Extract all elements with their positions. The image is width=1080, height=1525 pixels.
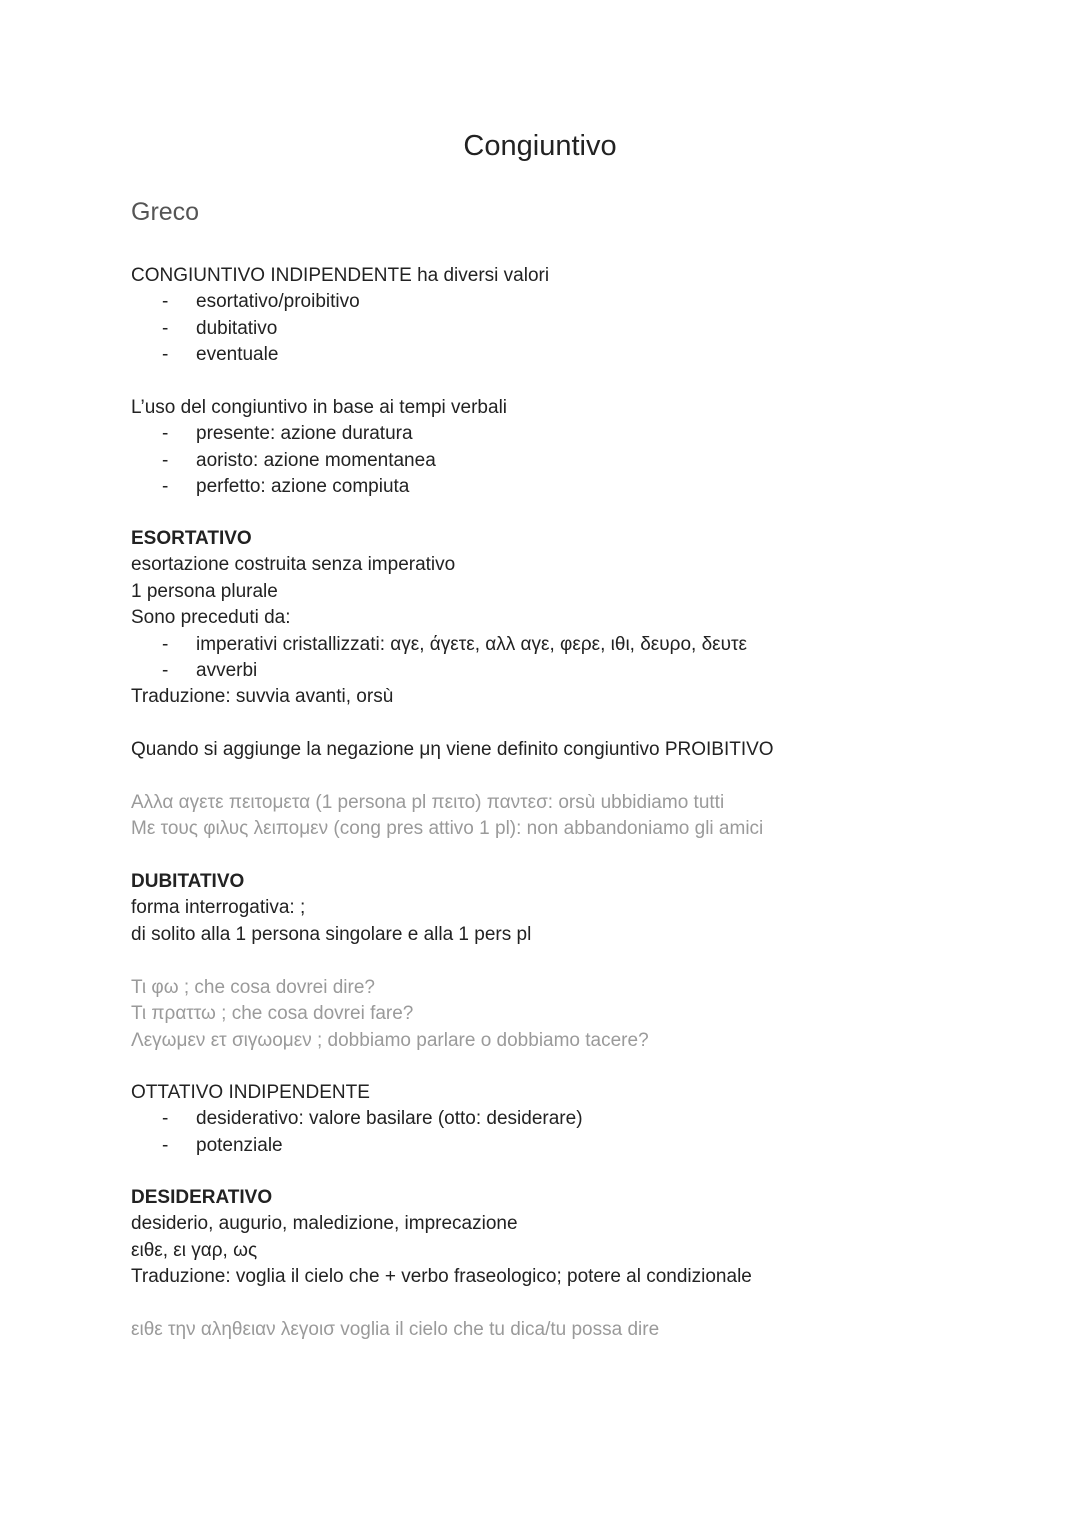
list-item: - eventuale — [162, 344, 279, 366]
list-item: - presente: azione duratura — [162, 423, 413, 445]
proibitivo-block — [131, 737, 991, 763]
list-item: - desiderativo: valore basilare (otto: desiderare) — [162, 1108, 583, 1130]
esempi-dubitativo-block — [131, 975, 991, 1054]
tempi-block — [131, 395, 991, 501]
desiderativo-heading: DESIDERATIVO — [131, 1187, 273, 1208]
example-line: Με τους φιλυς λειπομεν (cong pres attivo 1 pl): non abbandoniamo gli amici — [131, 818, 764, 840]
list-item: - avverbi — [162, 659, 258, 681]
esempio-desiderativo-block — [131, 1317, 991, 1343]
indipendente-heading: CONGIUNTIVO INDIPENDENTE ha diversi valori — [131, 265, 550, 286]
esortativo-heading: ESORTATIVO — [131, 528, 252, 549]
dubitativo-block — [131, 869, 991, 948]
list-item: - perfetto: azione compiuta — [162, 476, 410, 498]
list-item: - dubitativo — [162, 317, 278, 339]
desiderativo-block — [131, 1185, 991, 1291]
example-line: Τι πραττω ; che cosa dovrei fare? — [131, 1003, 414, 1025]
tempi-heading: L’uso del congiuntivo in base ai tempi verbali — [131, 397, 508, 418]
list-item: - imperativi cristallizzati: αγε, άγετε, αλλ αγε, φερε, ιθι, δευρο, δευτε — [162, 633, 748, 655]
ottativo-block — [131, 1080, 991, 1159]
dubitativo-heading: DUBITATIVO — [131, 871, 245, 892]
example-line: Αλλα αγετε πειτομετα (1 persona pl πειτο) παντεσ: orsù ubbidiamo tutti — [131, 792, 725, 813]
esortativo-line: Sono preceduti da: — [131, 607, 291, 629]
esempi-esortativo-block — [131, 790, 991, 843]
indipendente-block — [131, 263, 991, 369]
list-item: - potenziale — [162, 1134, 283, 1156]
esortativo-line: 1 persona plurale — [131, 580, 278, 602]
esortativo-block — [131, 526, 991, 711]
desiderativo-line: Traduzione: voglia il cielo che + verbo fraseologico; potere al condizionale — [131, 1266, 752, 1288]
example-line: Τι φω ; che cosa dovrei dire? — [131, 977, 375, 998]
example-line: Λεγωμεν ετ σιγωομεν ; dobbiamo parlare o dobbiamo tacere? — [131, 1029, 649, 1051]
example-line: ειθε την αληθειαν λεγοισ voglia il cielo che tu dica/tu possa dire — [131, 1319, 660, 1340]
desiderativo-line: desiderio, augurio, maledizione, imprecazione — [131, 1213, 518, 1235]
esortativo-line: esortazione costruita senza imperativo — [131, 554, 456, 576]
ottativo-heading: OTTATIVO INDIPENDENTE — [131, 1082, 370, 1103]
dubitativo-line: di solito alla 1 persona singolare e alla 1 pers pl — [131, 923, 532, 945]
list-item: - aoristo: azione momentanea — [162, 449, 436, 471]
dubitativo-line: forma interrogativa: ; — [131, 897, 306, 919]
section-heading-greco: Greco — [131, 198, 200, 226]
desiderativo-line: ειθε, ει γαρ, ως — [131, 1239, 258, 1261]
proibitivo-text: Quando si aggiunge la negazione μη viene definito congiuntivo PROIBITIVO — [131, 739, 774, 760]
esortativo-traduzione: Traduzione: suvvia avanti, orsù — [131, 686, 394, 708]
page-title: Congiuntivo — [463, 130, 617, 162]
list-item: - esortativo/proibitivo — [162, 291, 360, 313]
